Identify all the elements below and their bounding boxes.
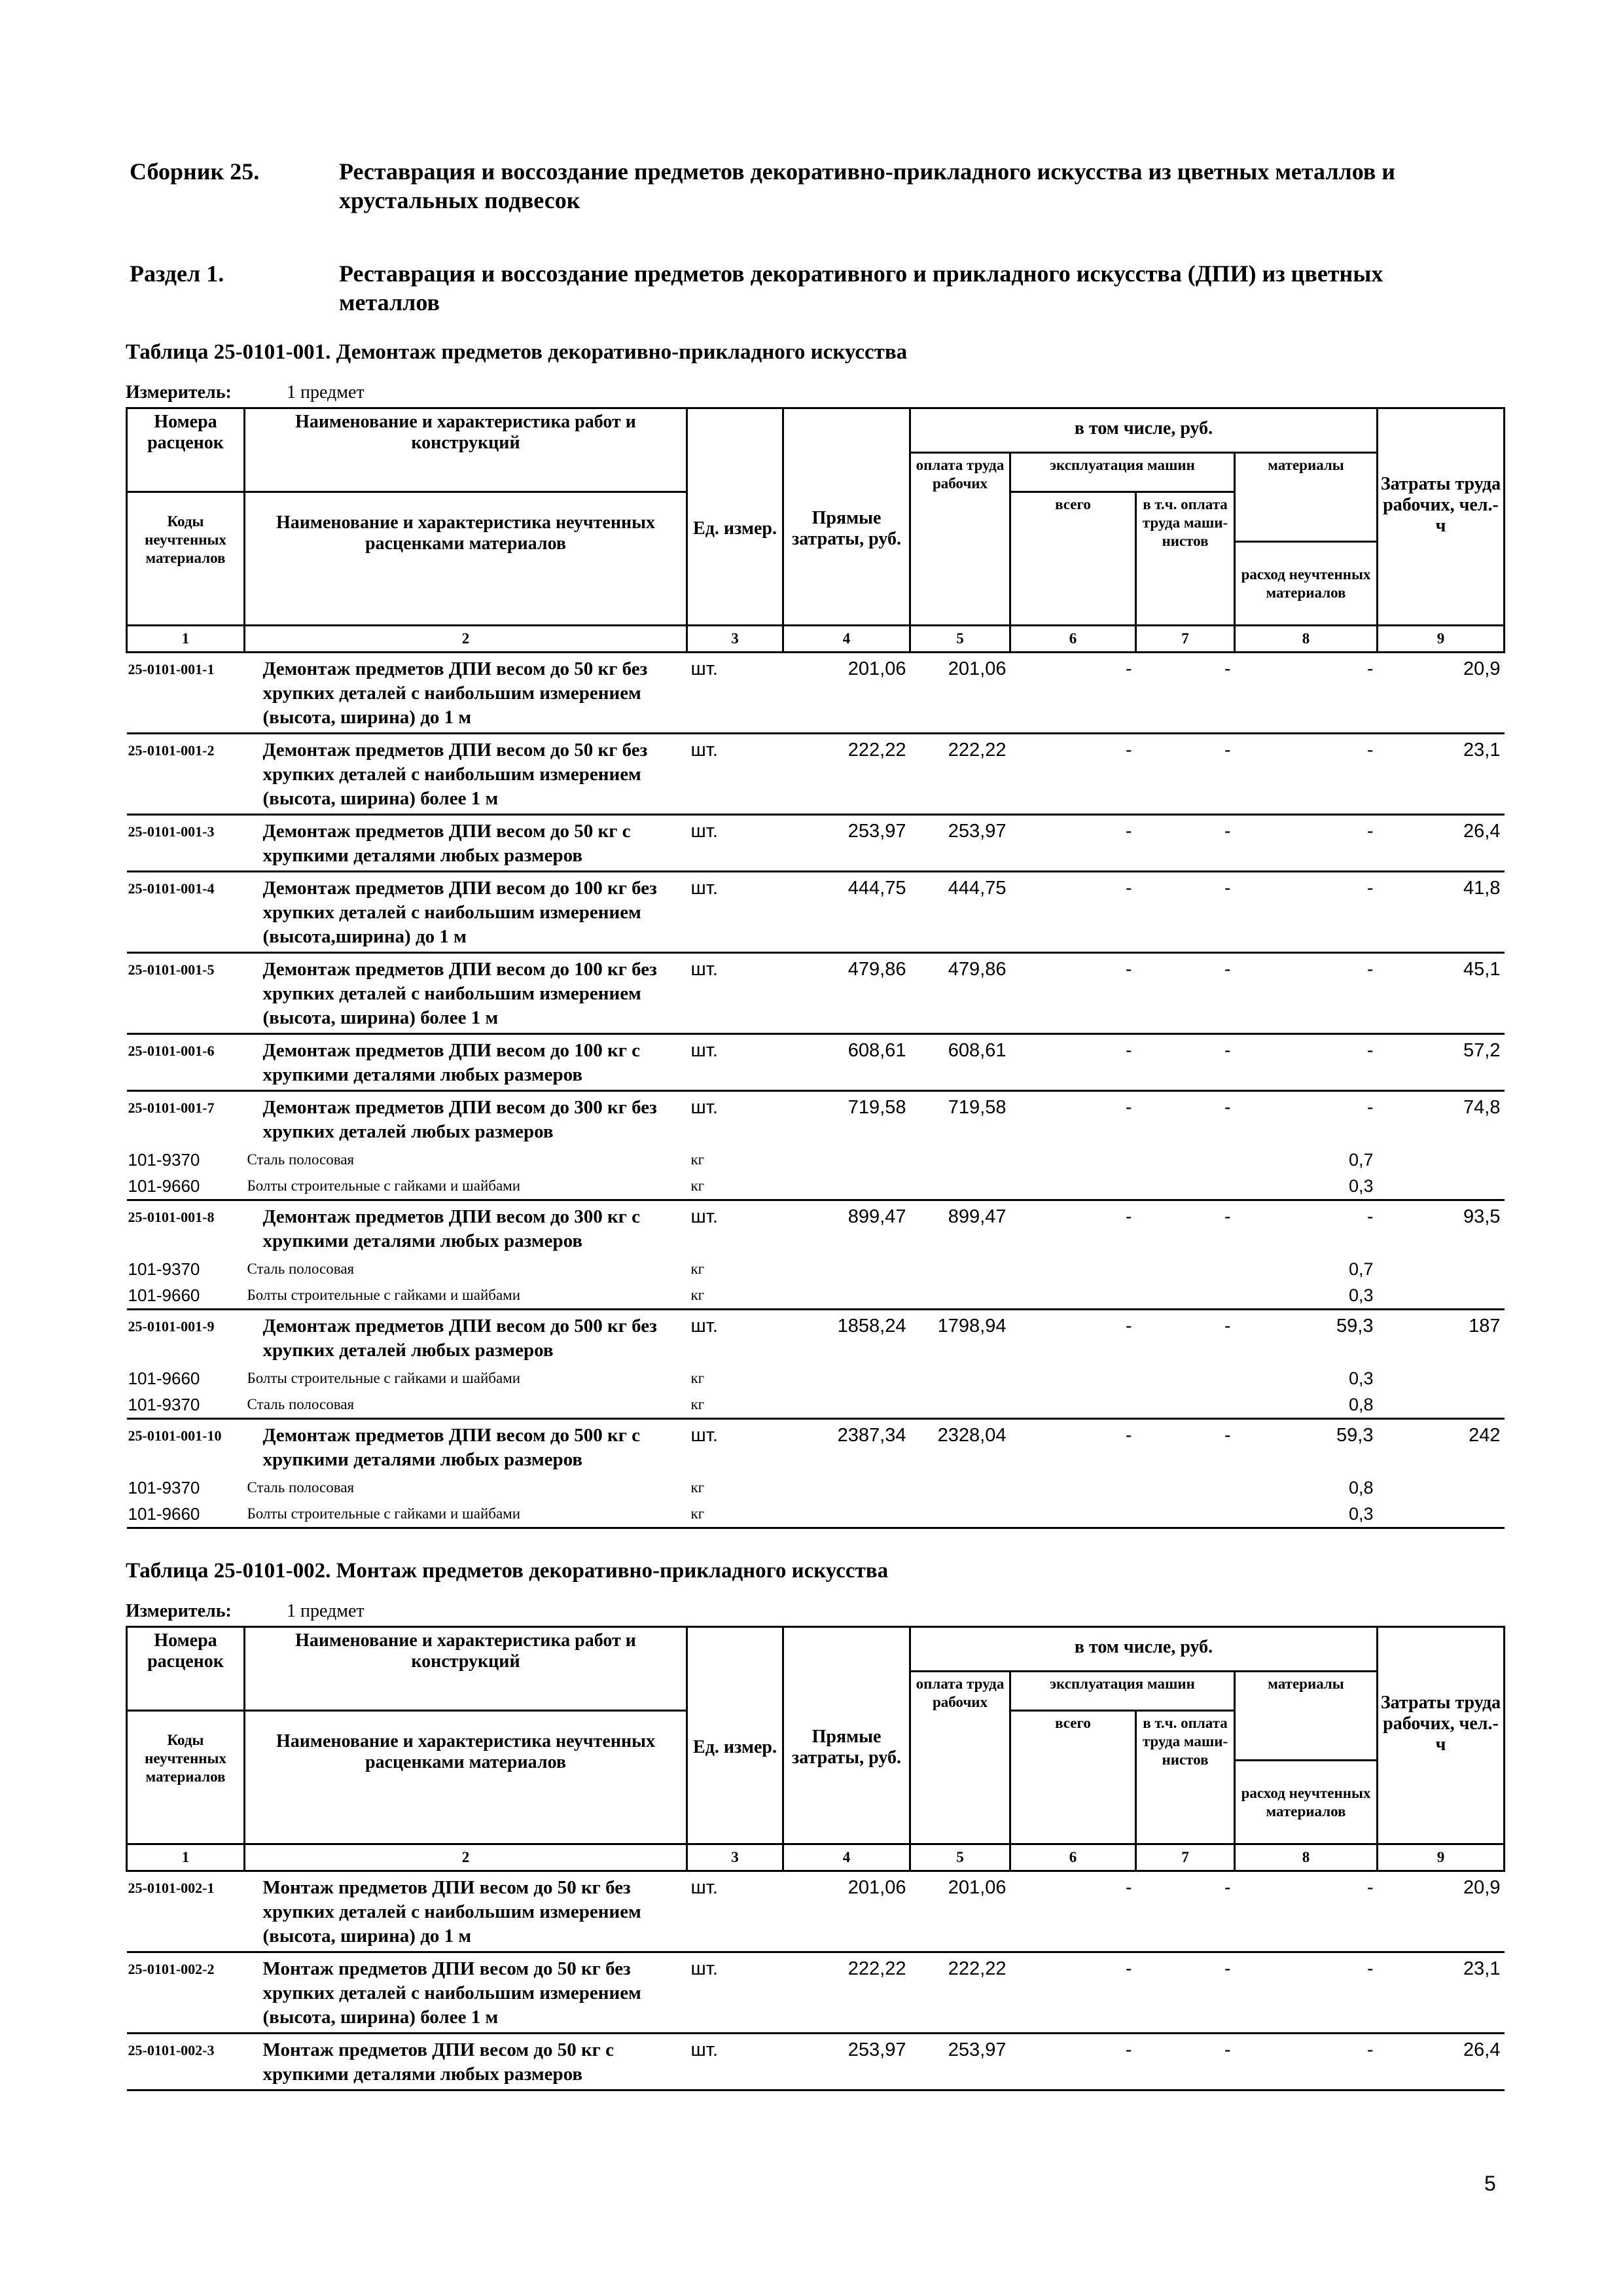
header-h4: Прямые затраты, руб. — [783, 408, 910, 626]
material-quantity: 0,3 — [1235, 1501, 1378, 1528]
rate-code: 25-0101-001-4 — [127, 872, 245, 953]
labor-value: 201,06 — [948, 1877, 1007, 1898]
unit: шт. — [687, 1952, 783, 2034]
column-number: 9 — [1378, 1844, 1505, 1871]
work-name: Демонтаж предметов ДПИ весом до 50 кг без хрупких деталей с наибольшим измерением (высота, ширина) более 1 м — [245, 734, 687, 815]
unit: шт. — [687, 1419, 783, 1475]
rate-code: 25-0101-001-3 — [127, 815, 245, 872]
hours-value: 45,1 — [1378, 953, 1505, 1034]
materials-value: - — [1235, 815, 1378, 872]
mach-value: - — [1010, 1091, 1136, 1147]
materials-value: 59,3 — [1235, 1310, 1378, 1366]
mach-value: - — [1010, 872, 1136, 953]
hours-value: 93,5 — [1378, 1200, 1505, 1257]
rate-code: 25-0101-001-1 — [128, 661, 215, 677]
work-name: Демонтаж предметов ДПИ весом до 50 кг с хрупкими деталями любых размеров — [245, 815, 687, 872]
mach-value: - — [1010, 953, 1136, 1034]
column-number: 5 — [910, 626, 1010, 653]
mach-value: - — [1010, 1310, 1136, 1366]
header-h2: Наименование и характеристика работ и конструкций — [245, 408, 687, 492]
labor-value: 253,97 — [910, 2034, 1010, 2090]
materials-value: - — [1235, 1034, 1378, 1091]
material-row — [127, 1147, 1505, 1173]
material-name: Сталь полосовая — [247, 1396, 355, 1412]
material-code: 101-9660 — [128, 1285, 200, 1305]
table-row — [127, 1952, 1505, 2034]
hours-value: 41,8 — [1378, 872, 1505, 953]
materials-value: - — [1235, 734, 1378, 815]
unit: шт. — [687, 1200, 783, 1257]
material-unit: кг — [690, 1287, 705, 1303]
material-row — [127, 1475, 1505, 1501]
header-h9: Затраты труда рабочих, чел.-ч — [1378, 408, 1505, 626]
column-number: 8 — [1235, 1844, 1378, 1871]
material-unit: кг — [687, 1501, 783, 1528]
materials-value: - — [1235, 872, 1378, 953]
rates-table — [126, 1626, 1505, 2091]
material-unit: кг — [690, 1177, 705, 1194]
column-number: 1 — [127, 626, 245, 653]
direct-value: 444,75 — [783, 872, 910, 953]
section-title: Реставрация и воссоздание предметов декоративного и прикладного искусства (ДПИ) из цветных металлов — [339, 260, 1383, 315]
material-unit: кг — [690, 1479, 705, 1496]
mach-value: - — [1010, 1034, 1136, 1091]
measure-label: Измеритель: — [126, 1601, 232, 1621]
work-name: Демонтаж предметов ДПИ весом до 300 кг без хрупких деталей любых размеров — [245, 1091, 687, 1147]
mach-value: - — [1010, 2034, 1136, 2090]
work-name: Демонтаж предметов ДПИ весом до 500 кг с хрупкими деталями любых размеров — [245, 1419, 687, 1475]
hours-value: 74,8 — [1378, 1091, 1505, 1147]
page-number: 5 — [1484, 2172, 1496, 2195]
material-quantity: 0,8 — [1348, 1478, 1374, 1498]
collection-title: Реставрация и воссоздание предметов декоративно-прикладного искусства из цветных металлов и хрустальных подвесок — [339, 158, 1396, 213]
column-number: 9 — [1378, 626, 1505, 653]
column-number: 5 — [910, 1844, 1010, 1871]
hours-value: 23,1 — [1378, 1952, 1505, 2034]
column-number: 7 — [1136, 626, 1235, 653]
material-row — [127, 1173, 1505, 1200]
labor-value: 2328,04 — [910, 1419, 1010, 1475]
material-quantity: 0,3 — [1348, 1369, 1374, 1388]
materials-value: - — [1235, 1952, 1378, 2034]
machinists-value: - — [1136, 872, 1235, 953]
header-h7: эксплуатация машин — [1010, 1672, 1235, 1711]
machinists-value: - — [1136, 953, 1235, 1034]
table-row — [127, 1310, 1505, 1366]
material-row — [127, 1256, 1505, 1282]
material-quantity: 0,7 — [1348, 1259, 1374, 1279]
machinists-value: - — [1136, 734, 1235, 815]
rate-code: 25-0101-001-6 — [127, 1034, 245, 1091]
hours-value: 20,9 — [1463, 658, 1501, 679]
direct-value: 201,06 — [847, 1877, 906, 1898]
machinists-value: - — [1136, 815, 1235, 872]
machinists-value: - — [1136, 1310, 1235, 1366]
table-row — [127, 872, 1505, 953]
unit: шт. — [687, 1310, 783, 1366]
unit: шт. — [687, 734, 783, 815]
rate-code: 25-0101-001-8 — [127, 1200, 245, 1257]
work-name: Демонтаж предметов ДПИ весом до 100 кг без хрупких деталей с наибольшим измерением (высота, ширина) более 1 м — [245, 953, 687, 1034]
header-h7: эксплуатация машин — [1010, 453, 1235, 492]
work-name: Демонтаж предметов ДПИ весом до 50 кг без хрупких деталей с наибольшим измерением (высота, ширина) до 1 м — [262, 658, 648, 728]
direct-value: 608,61 — [783, 1034, 910, 1091]
measure-value: 1 предмет — [287, 1601, 365, 1621]
collection-label: Сборник 25. — [130, 158, 260, 185]
table-row — [127, 1091, 1505, 1147]
header-h14: расход неучтенных материалов — [1235, 542, 1378, 626]
header-h5: в том числе, руб. — [910, 1627, 1378, 1672]
header-h2: Наименование и характеристика работ и конструкций — [245, 1627, 687, 1711]
materials-value: - — [1235, 953, 1378, 1034]
labor-value: 201,06 — [948, 658, 1007, 679]
labor-value: 608,61 — [910, 1034, 1010, 1091]
header-h1: Номера расценок — [127, 1627, 245, 1711]
hours-value: 20,9 — [1463, 1877, 1501, 1898]
material-name: Сталь полосовая — [247, 1479, 355, 1496]
table-row — [127, 1871, 1505, 1952]
mach-value: - — [1010, 1952, 1136, 2034]
unit: шт. — [687, 953, 783, 1034]
material-row — [127, 1501, 1505, 1528]
header-h10: Коды неучтенных материалов — [127, 492, 245, 626]
material-code: 101-9370 — [128, 1259, 200, 1279]
material-row — [127, 1391, 1505, 1419]
header-h10: Коды неучтенных материалов — [127, 1711, 245, 1844]
materials-value: 59,3 — [1235, 1419, 1378, 1475]
material-name: Болты строительные с гайками и шайбами — [245, 1501, 687, 1528]
work-name: Демонтаж предметов ДПИ весом до 300 кг с хрупкими деталями любых размеров — [245, 1200, 687, 1257]
rate-code: 25-0101-001-10 — [127, 1419, 245, 1475]
labor-value: 222,22 — [910, 1952, 1010, 2034]
column-number: 8 — [1235, 626, 1378, 653]
direct-value: 253,97 — [783, 2034, 910, 2090]
materials-value: - — [1235, 2034, 1378, 2090]
column-number: 3 — [687, 1844, 783, 1871]
labor-value: 719,58 — [910, 1091, 1010, 1147]
labor-value: 222,22 — [910, 734, 1010, 815]
work-name: Монтаж предметов ДПИ весом до 50 кг без хрупких деталей с наибольшим измерением (высота, ширина) более 1 м — [245, 1952, 687, 2034]
direct-value: 2387,34 — [783, 1419, 910, 1475]
table-title: Таблица 25-0101-001. Демонтаж предметов декоративно-прикладного искусства — [126, 340, 908, 364]
materials-value: - — [1366, 1877, 1374, 1898]
materials-value: - — [1366, 658, 1374, 679]
column-number: 4 — [783, 1844, 910, 1871]
header-h11: Наименование и характеристика неучтенных расценками материалов — [245, 492, 687, 626]
machinists-value: - — [1136, 1419, 1235, 1475]
materials-value: - — [1235, 1091, 1378, 1147]
machinists-value: - — [1224, 658, 1231, 679]
work-name: Монтаж предметов ДПИ весом до 50 кг с хрупкими деталями любых размеров — [245, 2034, 687, 2090]
direct-value: 222,22 — [783, 1952, 910, 2034]
column-number: 3 — [687, 626, 783, 653]
rate-code: 25-0101-002-2 — [127, 1952, 245, 2034]
header-h13: в т.ч. оплата труда маши-нистов — [1136, 1711, 1235, 1844]
table-row — [127, 1200, 1505, 1257]
material-name: Сталь полосовая — [247, 1261, 355, 1277]
material-quantity: 0,8 — [1348, 1395, 1374, 1414]
header-h11: Наименование и характеристика неучтенных расценками материалов — [245, 1711, 687, 1844]
material-row — [127, 1282, 1505, 1310]
table-row — [127, 2034, 1505, 2090]
column-number: 2 — [245, 1844, 687, 1871]
column-number: 7 — [1136, 1844, 1235, 1871]
machinists-value: - — [1136, 2034, 1235, 2090]
direct-value: 719,58 — [783, 1091, 910, 1147]
header-h3: Ед. измер. — [687, 1627, 783, 1844]
table-25-0101-001 — [126, 340, 1505, 1529]
table-row — [127, 815, 1505, 872]
rate-code: 25-0101-002-3 — [127, 2034, 245, 2090]
unit: шт. — [687, 1034, 783, 1091]
mach-value: - — [1010, 815, 1136, 872]
unit: шт. — [690, 1877, 718, 1898]
table-row — [127, 1419, 1505, 1475]
direct-value: 222,22 — [783, 734, 910, 815]
column-number: 4 — [783, 626, 910, 653]
labor-value: 479,86 — [910, 953, 1010, 1034]
hours-value: 57,2 — [1378, 1034, 1505, 1091]
column-number: 6 — [1010, 1844, 1136, 1871]
header-h12: всего — [1010, 492, 1136, 626]
material-row — [127, 1365, 1505, 1391]
hours-value: 242 — [1378, 1419, 1505, 1475]
header-h12: всего — [1010, 1711, 1136, 1844]
rates-table — [126, 407, 1505, 1529]
material-quantity: 0,3 — [1348, 1285, 1374, 1305]
column-number: 2 — [245, 626, 687, 653]
unit: шт. — [690, 658, 718, 679]
header-h5: в том числе, руб. — [910, 408, 1378, 453]
table-title: Таблица 25-0101-002. Монтаж предметов декоративно-прикладного искусства — [126, 1559, 889, 1583]
material-unit: кг — [690, 1151, 705, 1168]
table-row — [127, 653, 1505, 734]
header-h13: в т.ч. оплата труда маши-нистов — [1136, 492, 1235, 626]
rate-code: 25-0101-001-9 — [127, 1310, 245, 1366]
material-name: Сталь полосовая — [247, 1151, 355, 1168]
header-h4: Прямые затраты, руб. — [783, 1627, 910, 1844]
header-h8: материалы — [1235, 1672, 1378, 1761]
header-h14: расход неучтенных материалов — [1235, 1761, 1378, 1844]
rate-code: 25-0101-002-1 — [128, 1880, 215, 1896]
header-h3: Ед. измер. — [687, 408, 783, 626]
section-label: Раздел 1. — [130, 260, 224, 287]
unit: шт. — [687, 815, 783, 872]
material-unit: кг — [690, 1396, 705, 1412]
material-unit: кг — [690, 1370, 705, 1386]
hours-value: 26,4 — [1378, 815, 1505, 872]
materials-value: - — [1235, 1200, 1378, 1257]
material-quantity: 0,3 — [1348, 1176, 1374, 1196]
material-name: Болты строительные с гайками и шайбами — [247, 1370, 521, 1386]
column-number: 1 — [127, 1844, 245, 1871]
material-unit: кг — [690, 1261, 705, 1277]
column-number: 6 — [1010, 626, 1136, 653]
machinists-value: - — [1224, 1877, 1231, 1898]
table-row — [127, 953, 1505, 1034]
direct-value: 899,47 — [783, 1200, 910, 1257]
direct-value: 201,06 — [847, 658, 906, 679]
header-h6: оплата труда рабочих — [910, 1672, 1010, 1844]
mach-value: - — [1125, 1877, 1132, 1898]
material-code: 101-9660 — [128, 1176, 200, 1196]
rate-code: 25-0101-001-5 — [127, 953, 245, 1034]
machinists-value: - — [1136, 1091, 1235, 1147]
labor-value: 1798,94 — [910, 1310, 1010, 1366]
table-row — [127, 1034, 1505, 1091]
work-name: Демонтаж предметов ДПИ весом до 100 кг с хрупкими деталями любых размеров — [245, 1034, 687, 1091]
work-name: Монтаж предметов ДПИ весом до 50 кг без хрупких деталей с наибольшим измерением (высота, ширина) до 1 м — [262, 1877, 641, 1946]
material-code: 101-9660 — [127, 1501, 245, 1528]
measure-label: Измеритель: — [126, 382, 232, 403]
unit: шт. — [687, 2034, 783, 2090]
work-name: Демонтаж предметов ДПИ весом до 100 кг без хрупких деталей с наибольшим измерением (высота,ширина) до 1 м — [245, 872, 687, 953]
material-code: 101-9370 — [128, 1478, 200, 1498]
header-h9: Затраты труда рабочих, чел.-ч — [1378, 1627, 1505, 1844]
table-row — [127, 734, 1505, 815]
machinists-value: - — [1136, 1200, 1235, 1257]
header-h6: оплата труда рабочих — [910, 453, 1010, 626]
measure-value: 1 предмет — [287, 382, 365, 403]
mach-value: - — [1010, 734, 1136, 815]
direct-value: 253,97 — [783, 815, 910, 872]
work-name: Демонтаж предметов ДПИ весом до 500 кг без хрупких деталей любых размеров — [245, 1310, 687, 1366]
hours-value: 23,1 — [1378, 734, 1505, 815]
rate-code: 25-0101-001-7 — [127, 1091, 245, 1147]
rate-code: 25-0101-001-2 — [127, 734, 245, 815]
hours-value: 26,4 — [1378, 2034, 1505, 2090]
labor-value: 444,75 — [910, 872, 1010, 953]
mach-value: - — [1010, 1200, 1136, 1257]
material-name: Болты строительные с гайками и шайбами — [247, 1287, 521, 1303]
header-h1: Номера расценок — [127, 408, 245, 492]
header-h8: материалы — [1235, 453, 1378, 542]
material-quantity: 0,7 — [1348, 1150, 1374, 1170]
material-name: Болты строительные с гайками и шайбами — [247, 1177, 521, 1194]
machinists-value: - — [1136, 1034, 1235, 1091]
unit: шт. — [687, 872, 783, 953]
material-code: 101-9660 — [128, 1369, 200, 1388]
unit: шт. — [687, 1091, 783, 1147]
hours-value: 187 — [1378, 1310, 1505, 1366]
mach-value: - — [1010, 1419, 1136, 1475]
labor-value: 899,47 — [910, 1200, 1010, 1257]
table-25-0101-002 — [126, 1559, 1505, 2091]
direct-value: 479,86 — [783, 953, 910, 1034]
labor-value: 253,97 — [910, 815, 1010, 872]
machinists-value: - — [1136, 1952, 1235, 2034]
direct-value: 1858,24 — [783, 1310, 910, 1366]
mach-value: - — [1125, 658, 1132, 679]
material-code: 101-9370 — [128, 1395, 200, 1414]
material-code: 101-9370 — [128, 1150, 200, 1170]
